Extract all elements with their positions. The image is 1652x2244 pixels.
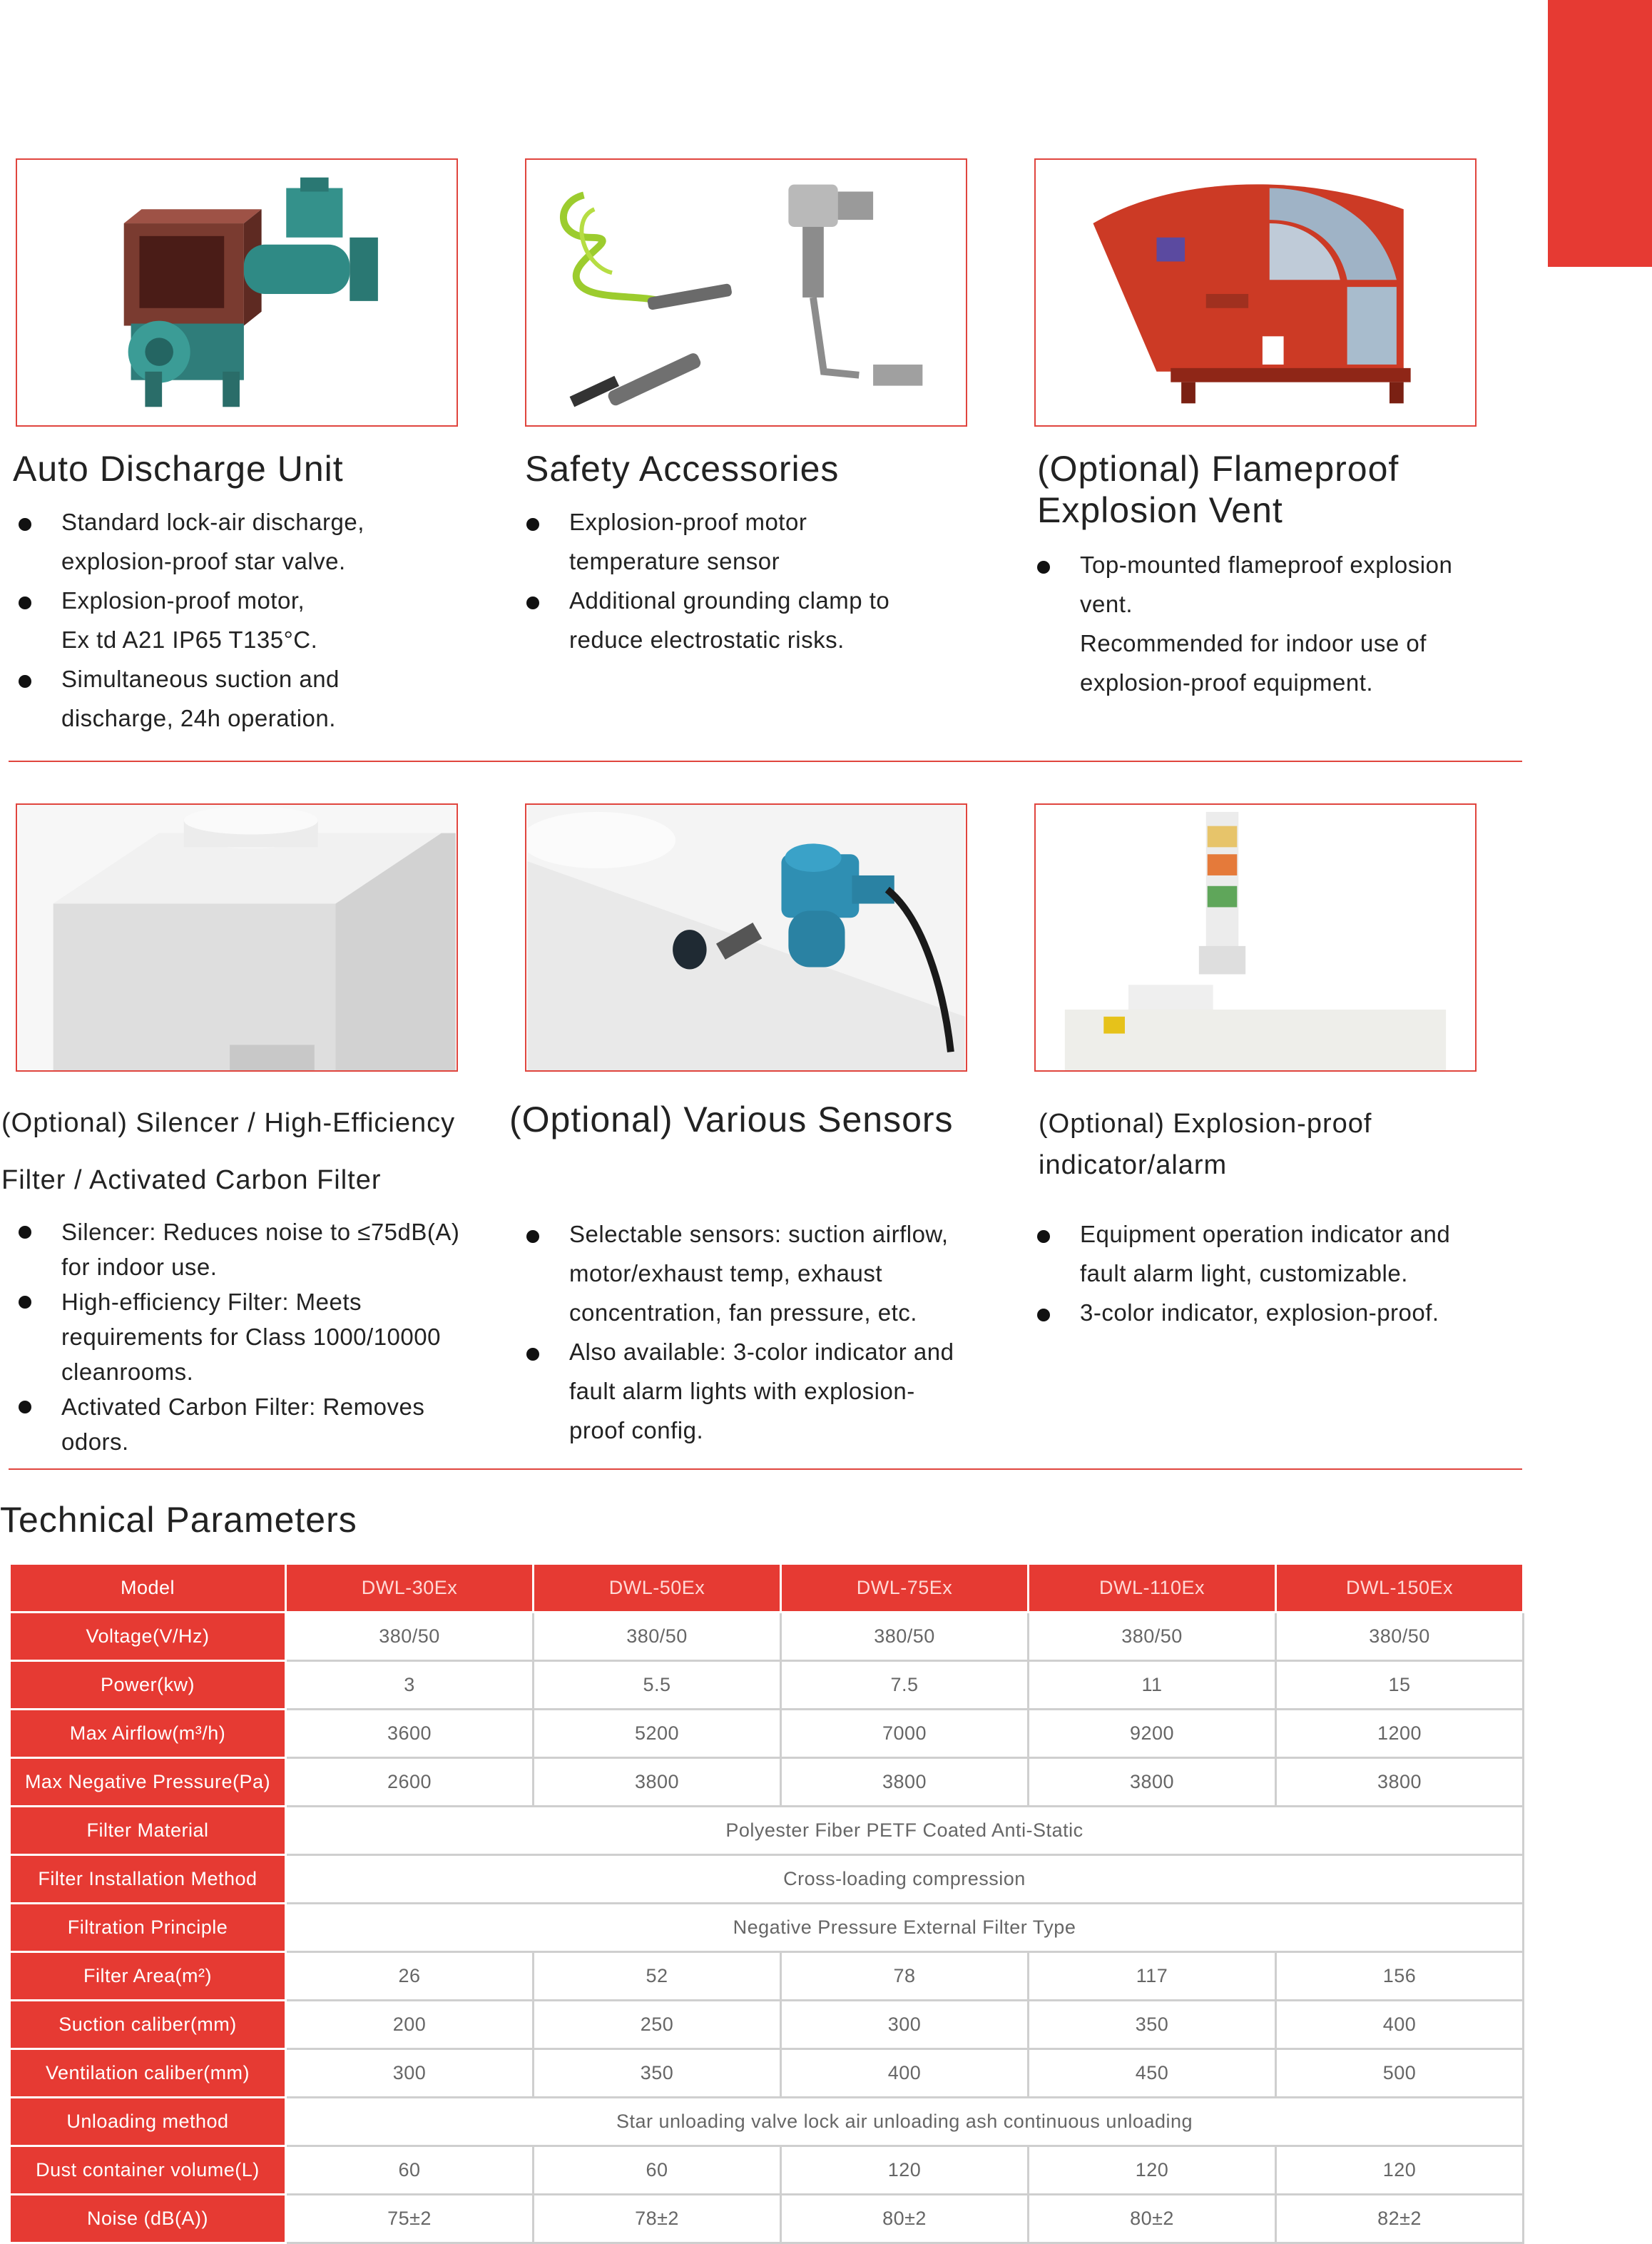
technical-parameters-table [9, 1565, 1524, 2244]
table-cell: 80±2 [1029, 2195, 1276, 2243]
auto-discharge-image [16, 158, 458, 427]
table-row [10, 2146, 1524, 2195]
table-cell: 7.5 [781, 1661, 1029, 1710]
feature-3-title: (Optional) Flameproof Explosion Vent [1037, 449, 1399, 530]
row-label: Max Negative Pressure(Pa) [10, 1758, 286, 1807]
table-cell: 380/50 [534, 1613, 781, 1661]
feature-2-title: Safety Accessories [525, 449, 840, 489]
feature-4-title: (Optional) Silencer / High-Efficiency Filter / Activated Carbon Filter [1, 1108, 456, 1195]
row-label: Dust container volume(L) [10, 2146, 286, 2195]
technical-parameters-title: Technical Parameters [0, 1500, 357, 1540]
feature-2-bullets [522, 502, 1007, 659]
column-header-model-name: DWL-30Ex [286, 1565, 534, 1613]
table-cell: 60 [534, 2146, 781, 2195]
feature-4-bullet: Activated Carbon Filter: Removes odors. [14, 1389, 528, 1459]
table-cell-span: Polyester Fiber PETF Coated Anti-Static [286, 1807, 1524, 1855]
table-cell: 300 [781, 2001, 1029, 2049]
table-cell: 15 [1276, 1661, 1524, 1710]
feature-4-bullet: High-efficiency Filter: Meets requirements for Class 1000/10000 cleanrooms. [14, 1284, 528, 1389]
row-label: Filter Material [10, 1807, 286, 1855]
table-cell: 400 [1276, 2001, 1524, 2049]
table-cell: 3800 [1029, 1758, 1276, 1807]
feature-5-bullet: Selectable sensors: suction airflow, motor/exhaust temp, exhaust concentration, fan pressure, etc. [522, 1214, 1021, 1332]
feature-1-title: Auto Discharge Unit [13, 449, 344, 489]
table-cell: 120 [1029, 2146, 1276, 2195]
table-cell: 3600 [286, 1710, 534, 1758]
table-cell-span: Star unloading valve lock air unloading ash continuous unloading [286, 2098, 1524, 2146]
feature-4-bullets [14, 1214, 528, 1459]
table-cell: 1200 [1276, 1710, 1524, 1758]
table-cell: 500 [1276, 2049, 1524, 2098]
table-cell: 3800 [1276, 1758, 1524, 1807]
table-cell: 300 [286, 2049, 534, 2098]
feature-3-bullet: Top-mounted flameproof explosion vent. Recommended for indoor use of explosion-proof equipment. [1033, 545, 1532, 702]
table-cell: 75±2 [286, 2195, 534, 2243]
table-cell: 3800 [534, 1758, 781, 1807]
table-cell: 120 [1276, 2146, 1524, 2195]
feature-1-bullet: Standard lock-air discharge, explosion-proof star valve. [14, 502, 499, 581]
table-cell: 60 [286, 2146, 534, 2195]
table-cell: 400 [781, 2049, 1029, 2098]
row-label: Suction caliber(mm) [10, 2001, 286, 2049]
feature-5-bullets [522, 1214, 1021, 1450]
table-cell: 3800 [781, 1758, 1029, 1807]
feature-6-bullet: Equipment operation indicator and fault alarm light, customizable. [1033, 1214, 1532, 1293]
table-row [10, 1758, 1524, 1807]
table-row [10, 2195, 1524, 2243]
feature-6-title: (Optional) Explosion-proof indicator/alarm [1039, 1109, 1372, 1180]
row-label: Filtration Principle [10, 1904, 286, 1952]
feature-2-bullet: Additional grounding clamp to reduce electrostatic risks. [522, 581, 1007, 659]
divider-2 [9, 1468, 1522, 1470]
feature-2-bullet: Explosion-proof motor temperature sensor [522, 502, 1007, 581]
row-label: Filter Area(m²) [10, 1952, 286, 2001]
feature-5-title: (Optional) Various Sensors [509, 1100, 954, 1139]
table-cell: 26 [286, 1952, 534, 2001]
table-cell: 380/50 [1276, 1613, 1524, 1661]
row-label: Unloading method [10, 2098, 286, 2146]
feature-5-bullet: Also available: 3-color indicator and fault alarm lights with explosion- proof config. [522, 1332, 1021, 1450]
table-cell: 117 [1029, 1952, 1276, 2001]
feature-1-bullets [14, 502, 499, 738]
table-cell: 82±2 [1276, 2195, 1524, 2243]
table-cell: 5.5 [534, 1661, 781, 1710]
table-cell-span: Negative Pressure External Filter Type [286, 1904, 1524, 1952]
table-cell: 78 [781, 1952, 1029, 2001]
table-row [10, 1952, 1524, 2001]
row-label: Noise (dB(A)) [10, 2195, 286, 2243]
table-cell: 350 [534, 2049, 781, 2098]
table-cell: 5200 [534, 1710, 781, 1758]
row-label: Filter Installation Method [10, 1855, 286, 1904]
table-cell-span: Cross-loading compression [286, 1855, 1524, 1904]
table-cell: 200 [286, 2001, 534, 2049]
table-cell: 2600 [286, 1758, 534, 1807]
corner-tab [1548, 0, 1652, 267]
feature-4-bullet: Silencer: Reduces noise to ≤75dB(A) for indoor use. [14, 1214, 528, 1284]
table-cell: 9200 [1029, 1710, 1276, 1758]
table-cell: 80±2 [781, 2195, 1029, 2243]
safety-accessories-image [525, 158, 967, 427]
table-row [10, 1904, 1524, 1952]
row-label: Power(kw) [10, 1661, 286, 1710]
table-row [10, 2001, 1524, 2049]
feature-1-bullet: Explosion-proof motor, Ex td A21 IP65 T135°C. [14, 581, 499, 659]
column-header-model-name: DWL-75Ex [781, 1565, 1029, 1613]
row-label: Ventilation caliber(mm) [10, 2049, 286, 2098]
indicator-alarm-image [1034, 803, 1477, 1072]
table-row [10, 1710, 1524, 1758]
feature-1-bullet: Simultaneous suction and discharge, 24h operation. [14, 659, 499, 738]
table-cell: 380/50 [781, 1613, 1029, 1661]
row-label: Max Airflow(m³/h) [10, 1710, 286, 1758]
table-row [10, 1807, 1524, 1855]
feature-3-bullets [1033, 545, 1532, 702]
table-cell: 350 [1029, 2001, 1276, 2049]
column-header-model-name: DWL-110Ex [1029, 1565, 1276, 1613]
table-row [10, 1661, 1524, 1710]
table-cell: 120 [781, 2146, 1029, 2195]
table-cell: 78±2 [534, 2195, 781, 2243]
table-cell: 380/50 [1029, 1613, 1276, 1661]
explosion-vent-image [1034, 158, 1477, 427]
table-cell: 7000 [781, 1710, 1029, 1758]
column-header-model-name: DWL-150Ex [1276, 1565, 1524, 1613]
table-header-row [10, 1565, 1524, 1613]
table-cell: 250 [534, 2001, 781, 2049]
table-row [10, 1855, 1524, 1904]
column-header-model-name: DWL-50Ex [534, 1565, 781, 1613]
row-label: Voltage(V/Hz) [10, 1613, 286, 1661]
table-row [10, 2098, 1524, 2146]
table-cell: 380/50 [286, 1613, 534, 1661]
sensors-image [525, 803, 967, 1072]
silencer-filter-image [16, 803, 458, 1072]
column-header-model: Model [10, 1565, 286, 1613]
table-cell: 11 [1029, 1661, 1276, 1710]
feature-6-bullets [1033, 1214, 1532, 1332]
table-row [10, 1613, 1524, 1661]
table-cell: 156 [1276, 1952, 1524, 2001]
table-cell: 3 [286, 1661, 534, 1710]
divider-1 [9, 761, 1522, 762]
table-cell: 52 [534, 1952, 781, 2001]
table-row [10, 2049, 1524, 2098]
table-cell: 450 [1029, 2049, 1276, 2098]
feature-6-bullet: 3-color indicator, explosion-proof. [1033, 1293, 1532, 1332]
